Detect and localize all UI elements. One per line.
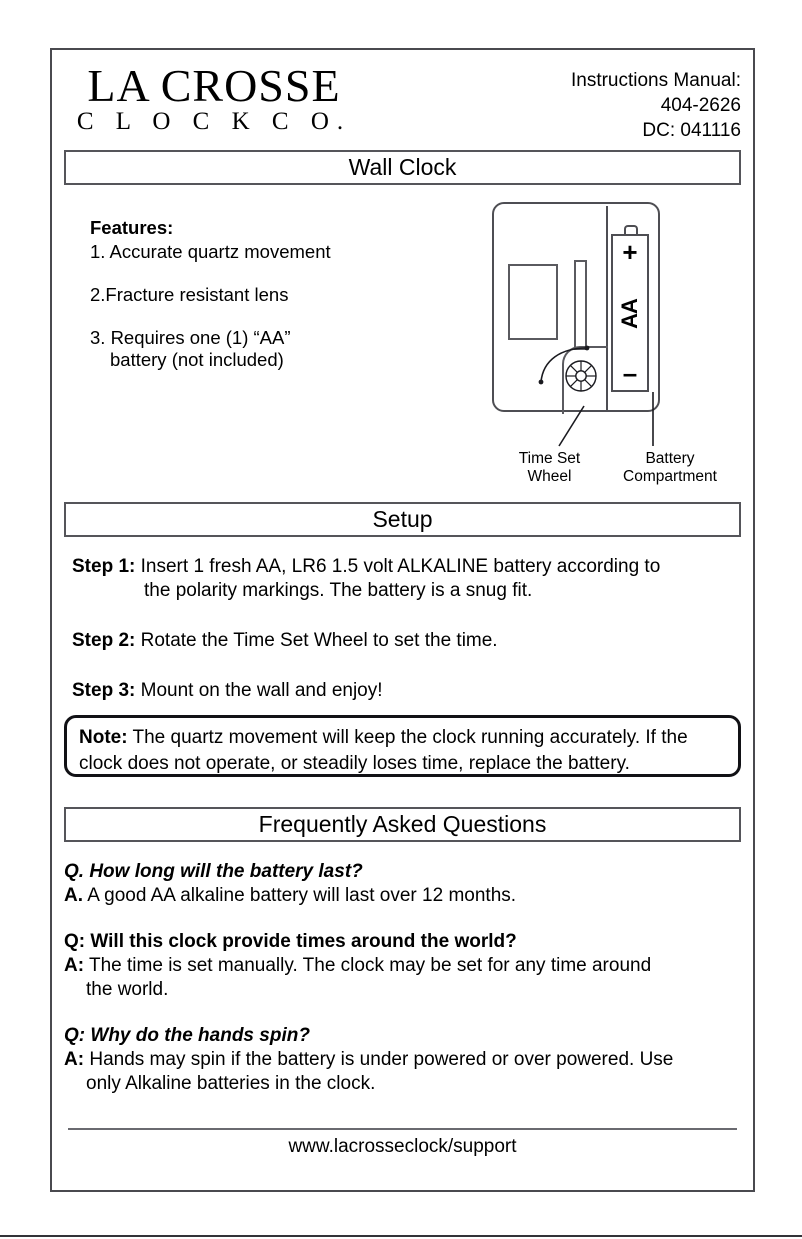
callout-battery-line1: Battery [645, 450, 695, 467]
faq-answer-label: A. [64, 885, 83, 906]
faq-answer-continuation: the world. [86, 979, 169, 1000]
footer-divider [68, 1128, 737, 1130]
brand-logo-secondary: C L O C K C O. [76, 108, 352, 135]
battery-positive-symbol: + [622, 237, 638, 267]
setup-step-label: Step 3: [72, 680, 136, 701]
setup-step [72, 555, 742, 603]
brand-logo [64, 62, 364, 136]
faq-item [64, 1024, 744, 1096]
callout-time-set-wheel [497, 450, 602, 486]
footer-support-url: www.lacrosseclock/support [288, 1136, 517, 1157]
note-text: The quartz movement will keep the clock running accurately. If the clock does not operate, or steadily loses time, replace the battery. [79, 727, 688, 774]
note-callout-box [64, 715, 741, 777]
manual-metadata [571, 68, 741, 143]
feature-item-line2: battery (not included) [110, 349, 284, 370]
callout-leader-lines [487, 202, 737, 452]
faq-question: Q: Why do the hands spin? [64, 1025, 310, 1046]
setup-step-label: Step 1: [72, 556, 136, 577]
section-header-product-title [64, 150, 741, 185]
faq-answer-label: A: [64, 1049, 85, 1070]
faq-item [64, 860, 744, 908]
setup-step-text: Rotate the Time Set Wheel to set the time. [140, 630, 498, 651]
faq-answer-text: Hands may spin if the battery is under powered or over powered. Use [89, 1049, 674, 1070]
callout-time-set-wheel-line1: Time Set [518, 450, 581, 467]
setup-step [72, 679, 742, 703]
faq-answer-continuation: only Alkaline batteries in the clock. [86, 1073, 376, 1094]
feature-item: 2.Fracture resistant lens [90, 284, 289, 305]
feature-item [90, 327, 470, 371]
manual-page-frame [50, 48, 755, 1192]
model-number: 404-2626 [660, 95, 741, 116]
setup-step-label: Step 2: [72, 630, 136, 651]
setup-step-text: Mount on the wall and enjoy! [140, 680, 383, 701]
faq-answer-text: The time is set manually. The clock may be set for any time around [89, 955, 652, 976]
feature-item-line1: 3. Requires one (1) “AA” [90, 327, 291, 348]
faq-title-label: Frequently Asked Questions [258, 811, 547, 837]
setup-step [72, 629, 742, 653]
page-bottom-rule [0, 1235, 802, 1237]
setup-step-continuation: the polarity markings. The battery is a snug fit. [144, 580, 533, 601]
setup-steps [72, 555, 742, 703]
callout-time-set-wheel-line2: Wheel [527, 468, 572, 485]
faq-question: Q. How long will the battery last? [64, 861, 363, 882]
faq-answer-label: A: [64, 955, 85, 976]
callout-battery-line2: Compartment [623, 468, 717, 485]
faq-answer-text: A good AA alkaline battery will last over 12 months. [87, 885, 517, 906]
battery-negative-symbol: – [622, 358, 638, 388]
setup-title-label: Setup [372, 506, 433, 532]
faq-answer [64, 884, 744, 908]
features-heading: Features: [90, 217, 174, 238]
section-header-setup [64, 502, 741, 537]
section-header-faq [64, 807, 741, 842]
manual-label: Instructions Manual: [570, 70, 741, 91]
faq-question: Q: Will this clock provide times around the world? [64, 931, 517, 952]
setup-step-text: Insert 1 fresh AA, LR6 1.5 volt ALKALINE battery according to [140, 556, 661, 577]
faq-item [64, 930, 744, 1002]
feature-item: 1. Accurate quartz movement [90, 241, 331, 262]
diagram-callouts [487, 450, 737, 496]
battery-size-label: AA [617, 299, 642, 329]
faq-answer [64, 954, 744, 1002]
faq-answer [64, 1048, 744, 1096]
note-label: Note: [79, 727, 128, 748]
product-title-label: Wall Clock [348, 154, 457, 180]
clock-back-diagram [487, 202, 737, 492]
brand-logo-primary: LA CROSSE [87, 60, 341, 111]
faq-list [64, 860, 744, 1096]
features-list [90, 217, 470, 371]
manual-header [52, 50, 753, 150]
date-code: DC: 041116 [642, 120, 741, 141]
callout-battery-compartment [605, 450, 735, 486]
